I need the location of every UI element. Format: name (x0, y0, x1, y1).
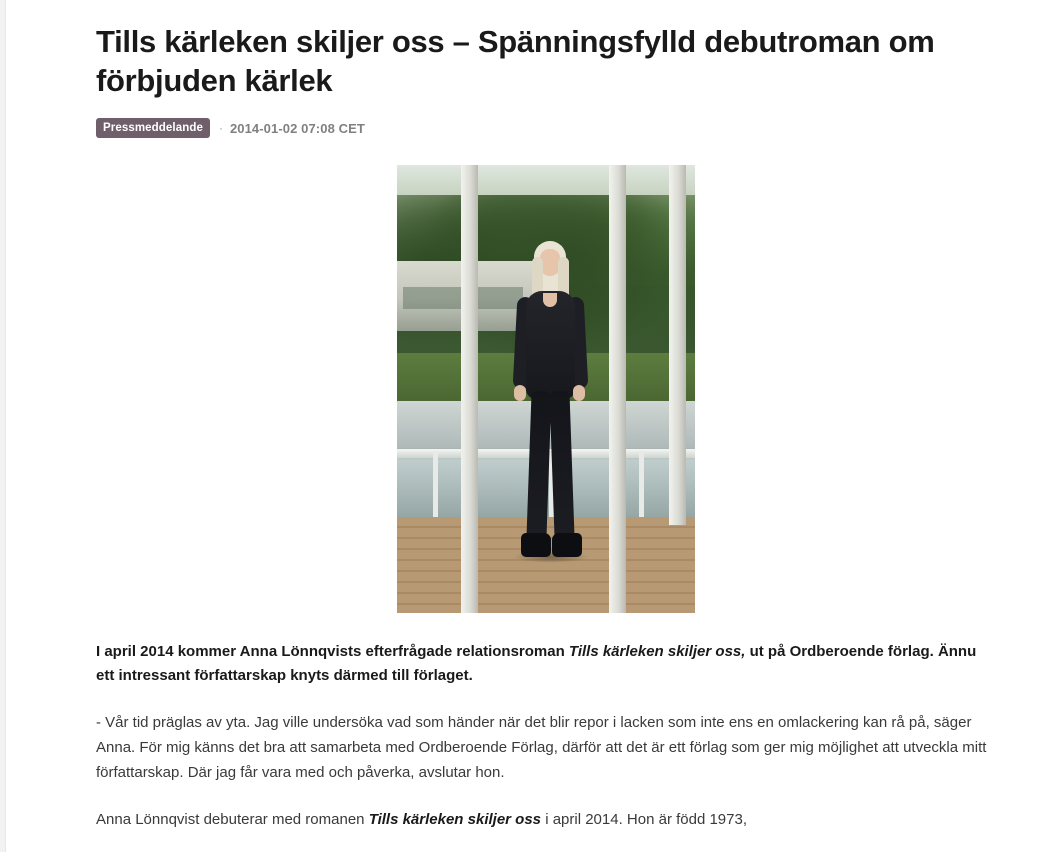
photo-person-hand-left (514, 385, 526, 401)
lead-text-part2: ut på Ordberoende förlag. Ännu ett intressant författarskap knyts därmed till förlaget. (96, 643, 977, 684)
photo-pillar (461, 165, 478, 613)
article-body (96, 613, 996, 832)
photo-person-face (540, 249, 560, 276)
page-left-gutter (0, 0, 6, 852)
publish-date: 2014-01-02 07:08 CET (229, 120, 365, 136)
status-badge: Pressmeddelande (96, 118, 210, 138)
photo-person-leg-left (526, 391, 551, 540)
article-paragraph-last (96, 785, 996, 832)
article-paragraph: - Vår tid präglas av yta. Jag ville undersöka vad som händer när det blir repor i lacken som inte ens en omlackering kan rå på, säger Anna. För mig känns det bra att samarbeta med Ordberoende Förlag, därför att det är ett förlag som ger mig möjlighet att utveckla mitt författarskap. Där jag får vara med och påverka, avslutar hon. (96, 714, 987, 781)
photo-person-torso (526, 291, 575, 399)
photo-person-hand-right (573, 385, 585, 401)
author-photo (397, 165, 695, 613)
last-para-book-title: Tills kärleken skiljer oss (368, 811, 542, 828)
photo-pillar (609, 165, 626, 613)
last-para-part1: Anna Lönnqvist debuterar med romanen (96, 811, 369, 828)
lead-text-part1: I april 2014 kommer Anna Lönnqvists efterfrågade relationsroman (96, 643, 569, 660)
meta-separator: · (218, 121, 223, 135)
photo-person-boot-left (521, 533, 551, 557)
photo-person-leg-right (549, 391, 574, 540)
article-meta (96, 119, 996, 137)
photo-rail-post (639, 451, 644, 521)
photo-person (507, 241, 593, 601)
lead-book-title: Tills kärleken skiljer oss, (568, 643, 746, 660)
article-content (96, 0, 996, 832)
photo-rail-post (433, 451, 438, 521)
article-figure (96, 165, 996, 613)
photo-person-boot-right (552, 533, 582, 557)
photo-person-neckline (543, 293, 557, 307)
last-para-part2: i april 2014. Hon är född 1973, (541, 811, 748, 828)
article-lead (96, 613, 996, 688)
page-title: Tills kärleken skiljer oss – Spänningsfylld debutroman om förbjuden kärlek (96, 24, 935, 98)
photo-pillar (669, 165, 686, 525)
